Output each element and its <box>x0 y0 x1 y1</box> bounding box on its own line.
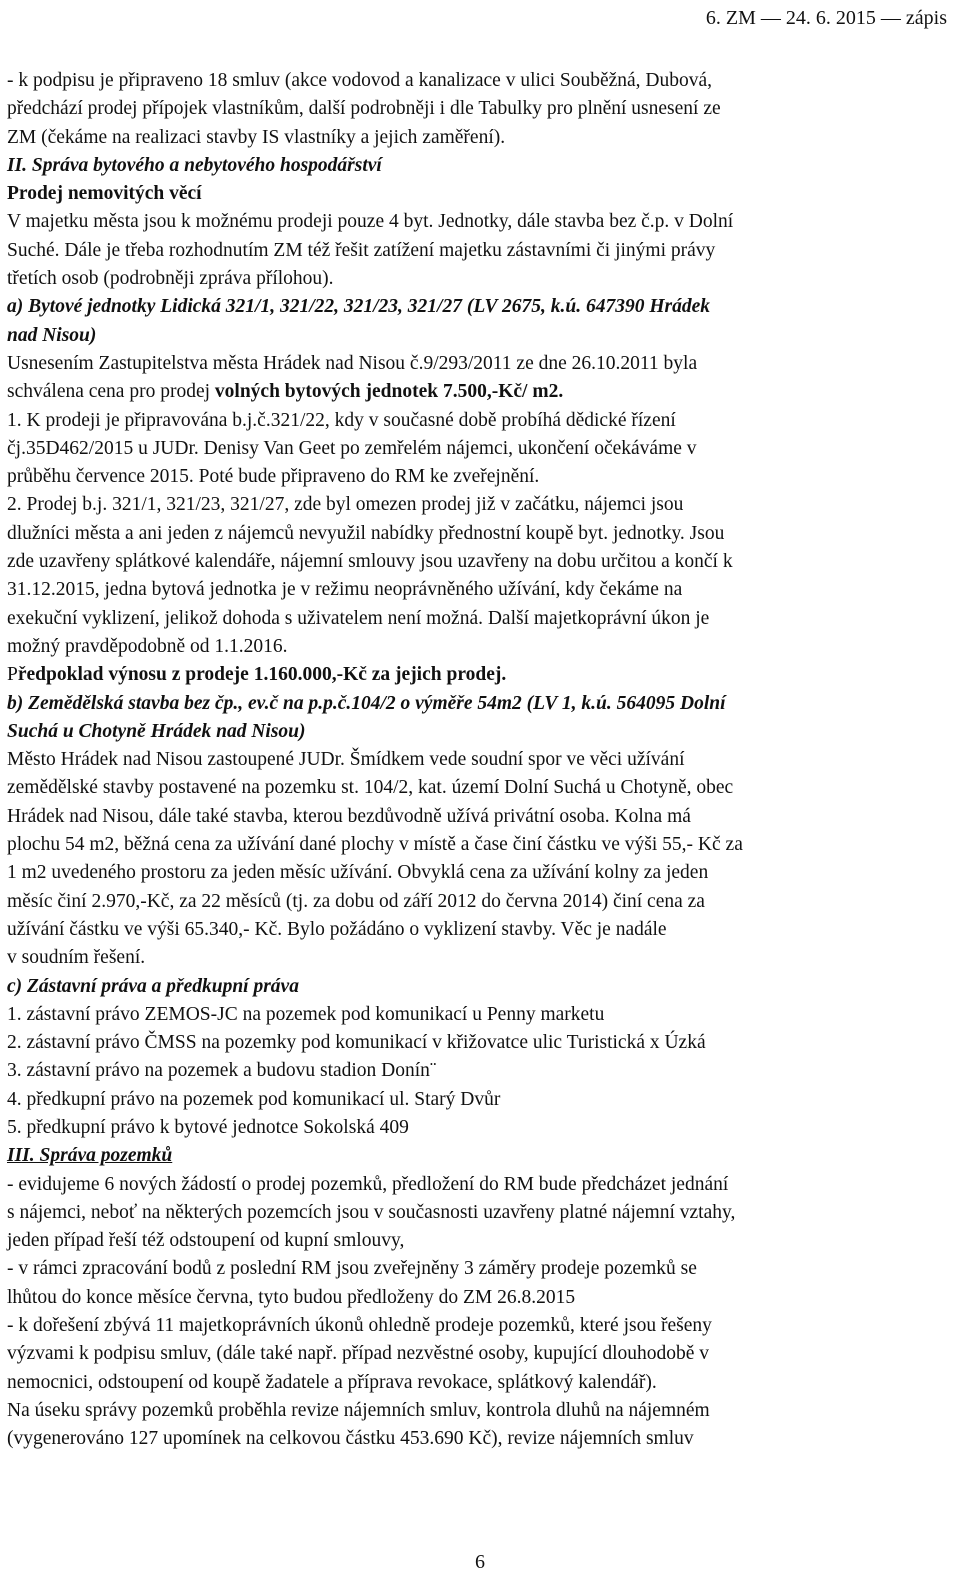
text-run: dlužníci města a ani jeden z nájemců nevyužil nabídky přednostní koupě byt. jednotky. Jsou <box>7 522 725 544</box>
text-line <box>7 378 951 406</box>
text-line <box>7 944 951 972</box>
text-run: - evidujeme 6 nových žádostí o prodej pozemků, předložení do RM bude předcházet jednání <box>7 1173 729 1195</box>
text-line <box>7 803 951 831</box>
text-run: 1 m2 uvedeného prostoru za jeden měsíc užívání. Obvyklá cena za užívání kolny za jeden <box>7 862 709 884</box>
text-line <box>7 1284 951 1312</box>
text-line <box>7 1057 951 1085</box>
text-run: jeden případ řeší též odstoupení od kupní smlouvy, <box>7 1230 405 1252</box>
text-run: II. Správa bytového a nebytového hospodářství <box>7 154 382 176</box>
text-run: ZM (čekáme na realizaci stavby IS vlastníky a jejich zaměření). <box>7 126 506 148</box>
text-run: exekuční vyklizení, jelikož dohoda s uživatelem není možná. Další majetkoprávní úkon je <box>7 607 710 629</box>
text-run: 1. K prodeji je připravována b.j.č.321/22, kdy v současné době probíhá dědické řízení <box>7 409 676 431</box>
text-line <box>7 350 951 378</box>
text-line <box>7 1369 951 1397</box>
text-line <box>7 576 951 604</box>
text-line <box>7 746 951 774</box>
text-run: nemocnici, odstoupení od koupě žadatele a příprava revokace, splátkový kalendář). <box>7 1371 657 1393</box>
text-line <box>7 859 951 887</box>
text-run: ředpoklad výnosu z prodeje 1.160.000,-Kč za jejich prodej. <box>17 664 507 686</box>
text-run: III. Správa pozemků <box>7 1145 173 1167</box>
text-run: v soudním řešení. <box>7 947 146 969</box>
text-run: (vygenerováno 127 upomínek na celkovou částku 453.690 Kč), revize nájemních smluv <box>7 1428 694 1450</box>
text-line <box>7 1340 951 1368</box>
text-run: nad Nisou) <box>7 324 97 346</box>
text-line <box>7 1312 951 1340</box>
text-run: 2. Prodej b.j. 321/1, 321/23, 321/27, zde byl omezen prodej již v začátku, nájemci jsou <box>7 494 684 516</box>
text-line <box>7 293 951 321</box>
text-line <box>7 1425 951 1453</box>
text-line <box>7 633 951 661</box>
text-run: volných bytových jednotek 7.500,-Kč/ m2. <box>214 381 564 403</box>
text-run: Hrádek nad Nisou, dále také stavba, kterou bezdůvodně užívá privátní osoba. Kolna má <box>7 805 691 827</box>
text-run: 5. předkupní právo k bytové jednotce Sokolská 409 <box>7 1116 409 1138</box>
text-run: - k podpisu je připraveno 18 smluv (akce vodovod a kanalizace v ulici Souběžná, Dubová, <box>7 70 713 91</box>
page-number: 6 <box>475 1551 485 1573</box>
text-run: c) Zástavní práva a předkupní práva <box>7 975 299 997</box>
text-line <box>7 208 951 236</box>
text-run: a) Bytové jednotky Lidická 321/1, 321/22, 321/23, 321/27 (LV 2675, k.ú. 647390 Hrádek <box>7 296 711 318</box>
page-header: 6. ZM — 24. 6. 2015 — zápis <box>705 7 947 29</box>
text-run: třetích osob (podrobněji zpráva přílohou). <box>7 268 334 290</box>
text-line <box>7 180 951 208</box>
text-line <box>7 1142 951 1170</box>
text-run: lhůtou do konce měsíce června, tyto budou předloženy do ZM 26.8.2015 <box>7 1286 576 1308</box>
text-line <box>7 1086 951 1114</box>
text-run: zemědělské stavby postavené na pozemku st. 104/2, kat. území Dolní Suchá u Chotyně, obec <box>7 777 734 799</box>
text-line <box>7 1255 951 1283</box>
text-line <box>7 1397 951 1425</box>
text-line <box>7 1029 951 1057</box>
text-run: Prodej nemovitých věcí <box>7 183 202 205</box>
text-run: Město Hrádek nad Nisou zastoupené JUDr. Šmídkem vede soudní spor ve věci užívání <box>7 749 685 771</box>
text-line <box>7 1114 951 1142</box>
text-line <box>7 605 951 633</box>
text-run: s nájemci, neboť na některých pozemcích jsou v současnosti uzavřeny platné nájemní vztahy, <box>7 1201 736 1223</box>
text-run: Na úseku správy pozemků proběhla revize nájemních smluv, kontrola dluhů na nájemném <box>7 1399 710 1421</box>
text-run: - v rámci zpracování bodů z poslední RM jsou zveřejněny 3 záměry prodeje pozemků se <box>7 1258 697 1280</box>
text-line <box>7 690 951 718</box>
text-line <box>7 491 951 519</box>
text-line <box>7 831 951 859</box>
text-run: čj.35D462/2015 u JUDr. Denisy Van Geet po zemřelém nájemci, ukončení očekáváme v <box>7 437 697 459</box>
text-run: P <box>7 664 18 686</box>
text-run: b) Zemědělská stavba bez čp., ev.č na p.p.č.104/2 o výměře 54m2 (LV 1, k.ú. 564095 Dolní <box>7 692 726 714</box>
text-run: užívání částku ve výši 65.340,- Kč. Bylo požádáno o vyklizení stavby. Věc je nadále <box>7 918 667 940</box>
text-line <box>7 1171 951 1199</box>
text-run: V majetku města jsou k možnému prodeji pouze 4 byt. Jednotky, dále stavba bez č.p. v Dolní <box>7 211 734 233</box>
text-run: 3. zástavní právo na pozemek a budovu stadion Donín¨ <box>7 1060 437 1082</box>
text-run: zde uzavřeny splátkové kalendáře, nájemní smlouvy jsou uzavřeny na dobu určitou a končí k <box>7 551 733 573</box>
text-line <box>7 463 951 491</box>
text-run: Suchá u Chotyně Hrádek nad Nisou) <box>7 720 306 742</box>
text-line <box>7 774 951 802</box>
text-run: 2. zástavní právo ČMSS na pozemky pod komunikací v křižovatce ulic Turistická x Úzká <box>7 1032 706 1054</box>
text-line <box>7 1199 951 1227</box>
text-line <box>7 322 951 350</box>
text-run: 4. předkupní právo na pozemek pod komunikací ul. Starý Dvůr <box>7 1088 501 1110</box>
text-line <box>7 888 951 916</box>
text-line <box>7 973 951 1001</box>
text-line <box>7 407 951 435</box>
text-run: měsíc činí 2.970,-Kč, za 22 měsíců (tj. za dobu od září 2012 do června 2014) činí cena za <box>7 890 705 912</box>
text-run: Usnesením Zastupitelstva města Hrádek nad Nisou č.9/293/2011 ze dne 26.10.2011 byla <box>7 352 698 374</box>
text-run: plochu 54 m2, běžná cena za užívání dané plochy v místě a čase činí částku ve výši 55,- Kč za <box>7 834 743 856</box>
text-run: možný pravděpodobně od 1.1.2016. <box>7 635 288 657</box>
text-line <box>7 67 951 95</box>
text-line <box>7 548 951 576</box>
text-line <box>7 718 951 746</box>
text-line <box>7 435 951 463</box>
text-line <box>7 520 951 548</box>
text-line <box>7 265 951 293</box>
text-run: výzvami k podpisu smluv, (dále také např. případ nezvěstné osoby, kupující dlouhodobě v <box>7 1343 710 1365</box>
document-body <box>7 67 951 1454</box>
text-run: 31.12.2015, jedna bytová jednotka je v režimu neoprávněného užívání, kdy čekáme na <box>7 579 683 601</box>
text-line <box>7 95 951 123</box>
text-line <box>7 1001 951 1029</box>
text-line <box>7 152 951 180</box>
text-run: předchází prodej přípojek vlastníkům, další podrobněji i dle Tabulky pro plnění usnesení ze <box>7 98 721 120</box>
text-run: - k dořešení zbývá 11 majetkoprávních úkonů ohledně prodeje pozemků, které jsou řešeny <box>7 1315 712 1337</box>
text-run: Suché. Dále je třeba rozhodnutím ZM též řešit zatížení majetku zástavními či jinými právy <box>7 239 716 261</box>
text-line <box>7 237 951 265</box>
text-line <box>7 661 951 689</box>
text-line <box>7 124 951 152</box>
text-line <box>7 1227 951 1255</box>
text-run: schválena cena pro prodej <box>7 381 215 403</box>
text-line <box>7 916 951 944</box>
text-run: 1. zástavní právo ZEMOS-JC na pozemek pod komunikací u Penny marketu <box>7 1003 605 1025</box>
text-run: průběhu července 2015. Poté bude připraveno do RM ke zveřejnění. <box>7 466 540 488</box>
